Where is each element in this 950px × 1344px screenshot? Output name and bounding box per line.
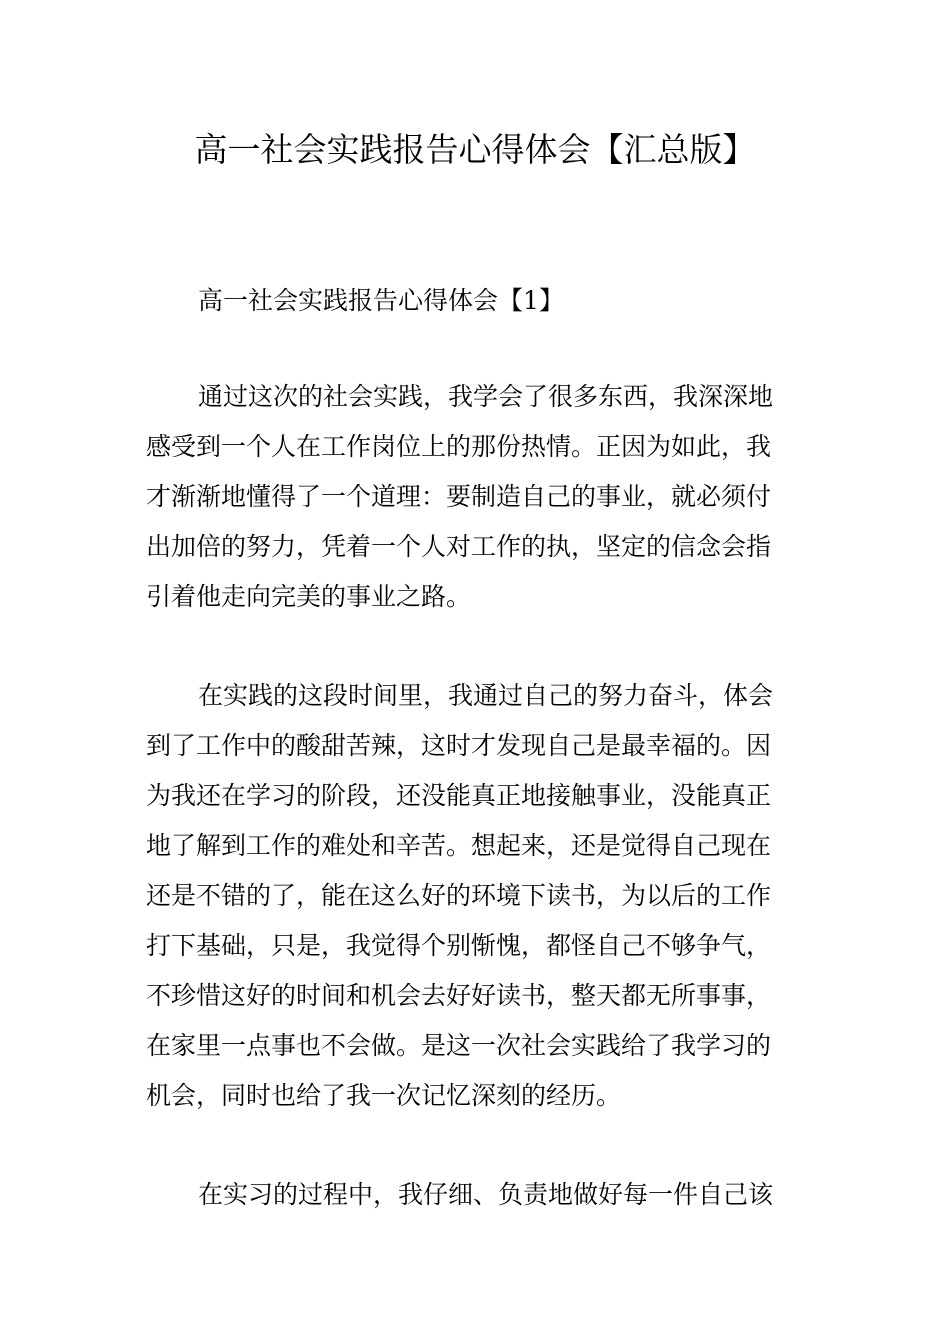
paragraph-line: 在实践的这段时间里，我通过自己的努力奋斗，体会: [198, 681, 774, 710]
paragraph-3: [146, 1170, 810, 1220]
paragraph-line: 才渐渐地懂得了一个道理：要制造自己的事业，就必须付: [146, 482, 772, 511]
paragraph-line: 到了工作中的酸甜苦辣，这时才发现自己是最幸福的。因: [146, 731, 772, 760]
paragraph-line: 出加倍的努力，凭着一个人对工作的执，坚定的信念会指: [146, 532, 772, 561]
paragraph-2: [146, 671, 810, 1121]
paragraph-line: 在家里一点事也不会做。是这一次社会实践给了我学习的: [146, 1031, 772, 1060]
paragraph-line: 还是不错的了，能在这么好的环境下读书，为以后的工作: [146, 881, 772, 910]
paragraph-line: 打下基础，只是，我觉得个别惭愧，都怪自己不够争气，: [146, 931, 772, 960]
paragraph-line: 不珍惜这好的时间和机会去好好读书，整天都无所事事，: [146, 981, 772, 1010]
section-heading: 高一社会实践报告心得体会【1】: [198, 286, 564, 315]
paragraph-line: 感受到一个人在工作岗位上的那份热情。正因为如此，我: [146, 432, 772, 461]
paragraph-line: 通过这次的社会实践，我学会了很多东西，我深深地: [198, 382, 774, 411]
paragraph-line: 机会，同时也给了我一次记忆深刻的经历。: [146, 1081, 622, 1110]
document-title: 高一社会实践报告心得体会【汇总版】: [194, 130, 756, 169]
paragraph-1: [146, 372, 810, 622]
paragraph-line: 引着他走向完美的事业之路。: [146, 582, 472, 611]
paragraph-line: 地了解到工作的难处和辛苦。想起来，还是觉得自己现在: [146, 831, 772, 860]
paragraph-line: 为我还在学习的阶段，还没能真正地接触事业，没能真正: [146, 781, 772, 810]
paragraph-line: 在实习的过程中，我仔细、负责地做好每一件自己该: [198, 1180, 774, 1209]
